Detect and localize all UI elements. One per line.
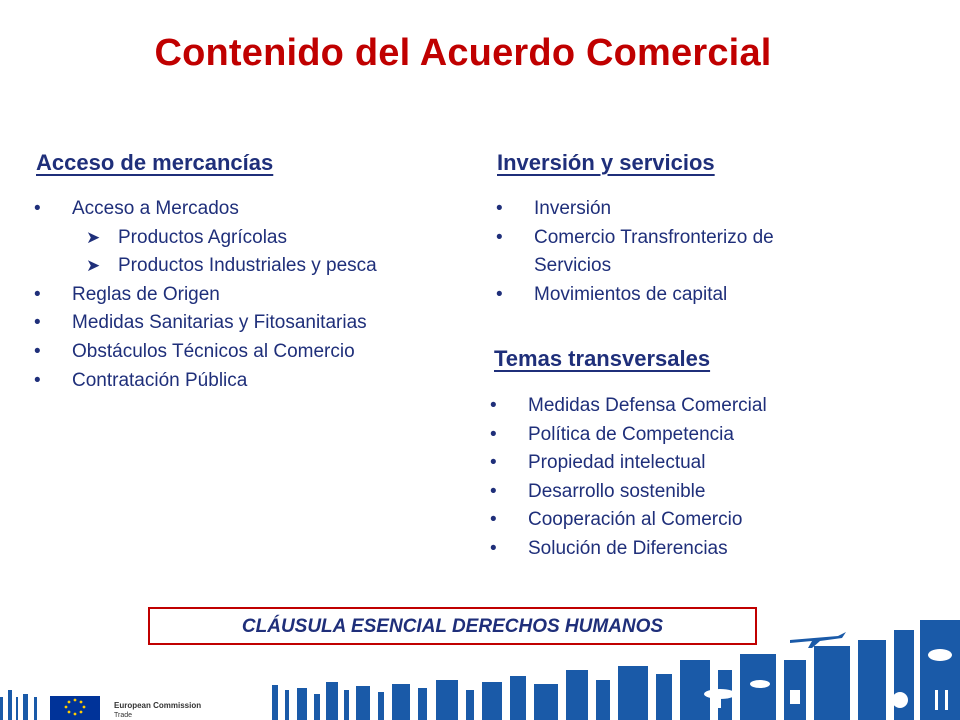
list-item: • Inversión	[534, 195, 774, 224]
heading-inversion-servicios: Inversión y servicios	[497, 150, 715, 175]
list-item: • Comercio Transfronterizo de	[534, 224, 774, 253]
list-subitem: ➤ Productos Agrícolas	[72, 224, 377, 253]
list-item: • Solución de Diferencias	[528, 535, 767, 564]
european-commission-logo	[114, 701, 201, 719]
svg-text:European Commission: European Commission	[114, 701, 202, 710]
footer-skyline	[272, 620, 960, 720]
list-item: • Medidas Sanitarias y Fitosanitarias	[72, 309, 377, 338]
list-subitem: ➤ Productos Industriales y pesca	[72, 252, 377, 281]
heading-temas-transversales: Temas transversales	[494, 346, 711, 371]
footer-banner	[0, 600, 960, 720]
list-item: • Acceso a Mercados	[72, 195, 377, 224]
list-item: • Contratación Pública	[72, 367, 377, 396]
list-item: • Medidas Defensa Comercial	[528, 392, 767, 421]
list-item: • Reglas de Origen	[72, 281, 377, 310]
list-item: • Obstáculos Técnicos al Comercio	[72, 338, 377, 367]
slide-title: Contenido del Acuerdo Comercial	[154, 32, 772, 74]
airplane-icon	[790, 632, 846, 648]
list-item: • Desarrollo sostenible	[528, 478, 767, 507]
svg-text:Trade: Trade	[114, 712, 133, 719]
list-temas-transversales	[528, 392, 767, 564]
list-item: • Movimientos de capital	[534, 281, 774, 310]
eu-flag-icon	[50, 696, 100, 720]
list-inversion-servicios	[534, 195, 774, 309]
list-item-continuation: Servicios	[534, 255, 612, 277]
list-acceso-mercancias	[72, 195, 377, 395]
footer-stripes	[0, 690, 37, 720]
list-item: • Cooperación al Comercio	[528, 506, 767, 535]
heading-acceso-mercancias: Acceso de mercancías	[36, 150, 274, 175]
list-item: • Propiedad intelectual	[528, 449, 767, 478]
list-item: • Política de Competencia	[528, 421, 767, 450]
human-rights-clause-box: CLÁUSULA ESENCIAL DERECHOS HUMANOS	[148, 607, 757, 645]
